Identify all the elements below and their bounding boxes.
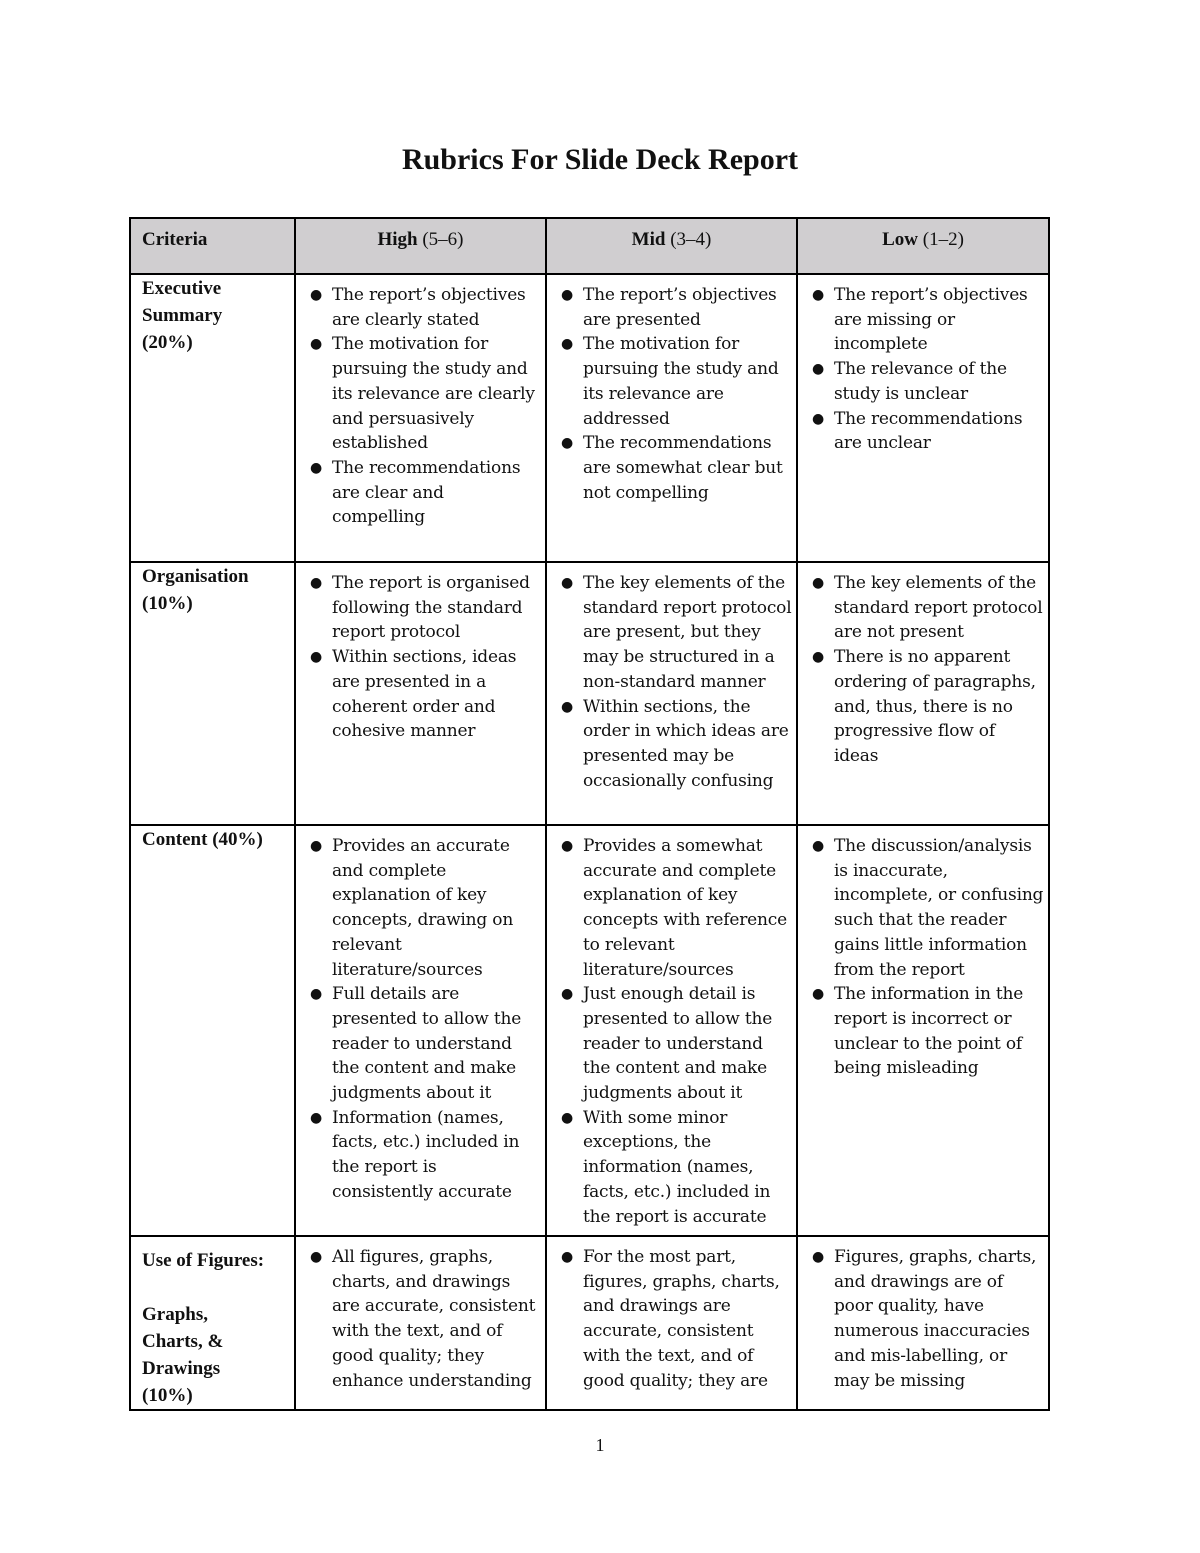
- bullet-icon: ●: [561, 1109, 574, 1126]
- high-descriptor-cell: [295, 274, 546, 562]
- rubric-row-organisation: [130, 562, 1049, 825]
- level-header-low: Low (1–2): [797, 218, 1049, 274]
- list-item: ● The report’s objectives are missing or incomplete: [812, 285, 1028, 355]
- bullet-icon: ●: [812, 838, 825, 854]
- list-item: ● For the most part, figures, graphs, charts, and drawings are accurate, consistent with the text, and of good quality; they are: [561, 1247, 780, 1391]
- criterion-cell: Executive Summary (20%): [130, 274, 295, 562]
- bullet-icon: ●: [812, 361, 825, 378]
- bullet-icon: ●: [812, 287, 825, 303]
- list-item: ● Within sections, the order in which ideas are presented may be occasionally confusing: [561, 696, 789, 791]
- bullet-icon: ●: [310, 575, 323, 591]
- bullet-icon: ●: [310, 1109, 323, 1126]
- bullet-icon: ●: [561, 287, 574, 303]
- bullet-icon: ●: [812, 575, 825, 591]
- mid-descriptor-cell: [546, 1236, 797, 1410]
- list-item: ● The relevance of the study is unclear: [812, 359, 1007, 404]
- rubric-table: [129, 217, 1050, 1411]
- bullet-icon: ●: [561, 986, 574, 1003]
- list-item: ● With some minor exceptions, the information (names, facts, etc.) included in the report is accurate: [561, 1107, 771, 1227]
- list-item: ● Just enough detail is presented to allow the reader to understand the content and make judgments about it: [561, 984, 773, 1104]
- list-item: ● There is no apparent ordering of paragraphs, and, thus, there is no progressive flow of ideas: [812, 647, 1036, 766]
- bullet-icon: ●: [310, 336, 323, 353]
- list-item: ● The motivation for pursuing the study and its relevance are addressed: [561, 334, 779, 429]
- list-item: ● The motivation for pursuing the study and its relevance are clearly and persuasively established: [310, 334, 535, 454]
- criterion-cell: Content (40%): [130, 825, 295, 1236]
- level-header-high: High (5–6): [295, 218, 546, 274]
- low-descriptor-cell: [797, 1236, 1049, 1410]
- mid-descriptor-cell: [546, 825, 797, 1236]
- list-item: ● Information (names, facts, etc.) included in the report is consistently accurate: [310, 1107, 520, 1202]
- bullet-icon: ●: [812, 986, 825, 1003]
- bullet-icon: ●: [310, 287, 323, 303]
- page-number: 1: [595, 1435, 605, 1455]
- bullet-icon: ●: [561, 575, 574, 591]
- bullet-icon: ●: [561, 838, 574, 854]
- high-descriptor-cell: [295, 562, 546, 825]
- rubric-row-use-of-figures: [130, 1236, 1049, 1410]
- list-item: ● The report’s objectives are clearly stated: [310, 285, 526, 330]
- list-item: ● Figures, graphs, charts, and drawings are of poor quality, have numerous inaccuracies and mis-labelling, or may be missing: [812, 1247, 1037, 1391]
- bullet-icon: ●: [310, 838, 323, 854]
- criterion-spacer: [142, 1274, 286, 1301]
- list-item: ● Provides a somewhat accurate and complete explanation of key concepts with reference to relevant literature/sources: [561, 836, 787, 980]
- criterion-cell: Organisation (10%): [130, 562, 295, 825]
- bullet-icon: ●: [310, 986, 323, 1003]
- list-item: ● The key elements of the standard report protocol are present, but they may be structured in a non-standard manner: [561, 573, 792, 692]
- rubric-row-content: [130, 825, 1049, 1236]
- bullet-icon: ●: [310, 649, 323, 666]
- list-item: ● The information in the report is incorrect or unclear to the point of being misleading: [812, 984, 1024, 1079]
- list-item: ● The discussion/analysis is inaccurate, incomplete, or confusing such that the reader gains little information from the report: [812, 836, 1044, 980]
- list-item: ● The recommendations are clear and compelling: [310, 457, 521, 528]
- criterion-cell: Use of Figures: Graphs, Charts, & Drawings (10%): [130, 1236, 295, 1410]
- high-descriptor-cell: [295, 1236, 546, 1410]
- criteria-header: Criteria: [130, 218, 295, 274]
- list-item: ● The report’s objectives are presented: [561, 285, 777, 330]
- bullet-icon: ●: [812, 410, 825, 427]
- list-item: ● The recommendations are unclear: [812, 408, 1023, 454]
- bullet-icon: ●: [561, 336, 574, 353]
- bullet-icon: ●: [310, 459, 323, 476]
- bullet-icon: ●: [561, 1249, 574, 1265]
- rubric-row-executive-summary: [130, 274, 1049, 562]
- list-item: ● The recommendations are somewhat clear but not compelling: [561, 433, 783, 503]
- list-item: ● Full details are presented to allow the reader to understand the content and make judgments about it: [310, 984, 522, 1104]
- bullet-icon: ●: [561, 698, 574, 715]
- list-item: ● The key elements of the standard report protocol are not present: [812, 573, 1043, 643]
- bullet-icon: ●: [812, 649, 825, 666]
- list-item: ● All figures, graphs, charts, and drawings are accurate, consistent with the text, and of good quality; they enhance understanding: [310, 1247, 536, 1391]
- list-item: ● The report is organised following the standard report protocol: [310, 573, 530, 643]
- document-title: Rubrics For Slide Deck Report: [401, 143, 799, 176]
- list-item: ● Provides an accurate and complete explanation of key concepts, drawing on relevant literature/sources: [310, 836, 514, 980]
- mid-descriptor-cell: [546, 274, 797, 562]
- bullet-icon: ●: [561, 435, 574, 452]
- low-descriptor-cell: [797, 825, 1049, 1236]
- mid-descriptor-cell: [546, 562, 797, 825]
- bullet-icon: ●: [310, 1249, 323, 1265]
- bullet-icon: ●: [812, 1249, 825, 1265]
- low-descriptor-cell: [797, 562, 1049, 825]
- level-header-mid: Mid (3–4): [546, 218, 797, 274]
- header-row: [130, 218, 1049, 274]
- low-descriptor-cell: [797, 274, 1049, 562]
- high-descriptor-cell: [295, 825, 546, 1236]
- list-item: ● Within sections, ideas are presented in a coherent order and cohesive manner: [310, 647, 517, 742]
